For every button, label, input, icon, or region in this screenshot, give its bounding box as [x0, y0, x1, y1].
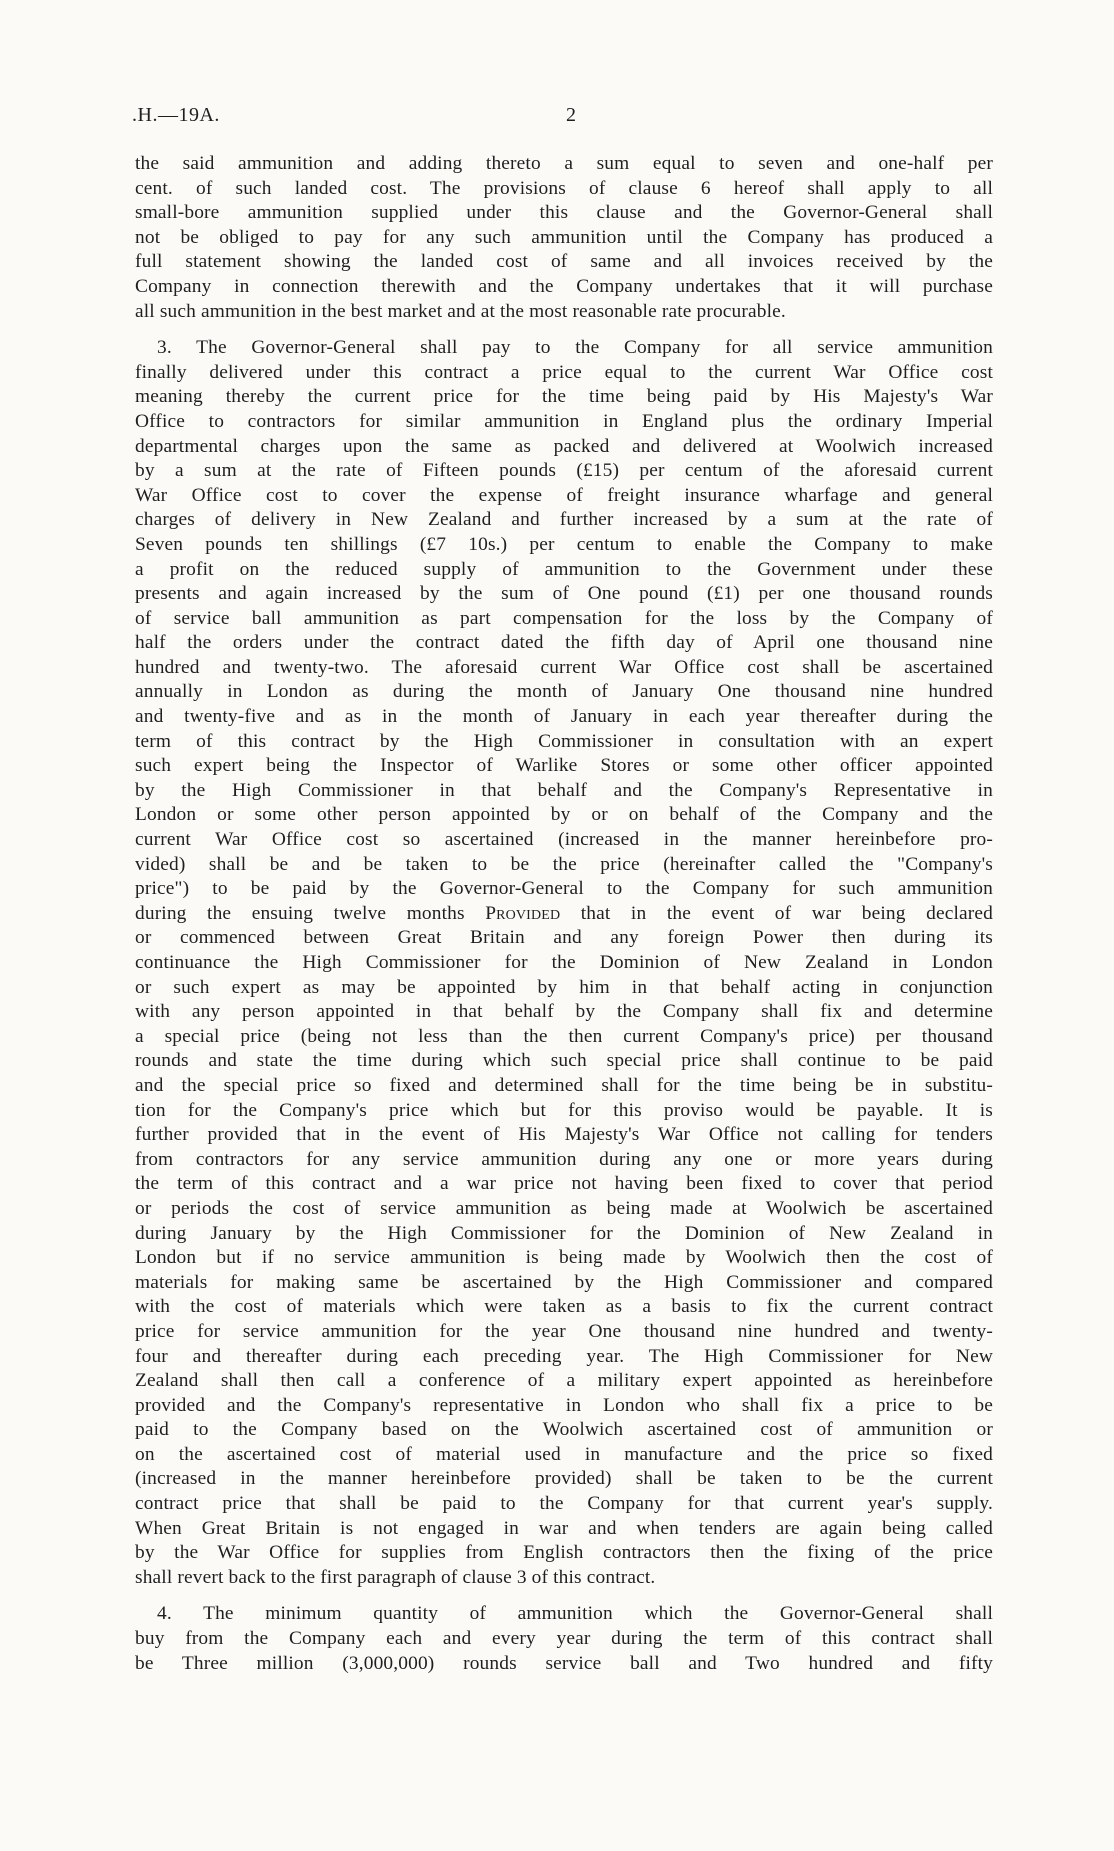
text-line: further provided that in the event of His Majesty's War Office not calling for tenders	[135, 1124, 993, 1146]
paragraph-1	[135, 152, 993, 324]
text-line: War Office cost to cover the expense of freight insurance wharfage and general	[135, 484, 993, 506]
text-line: charges of delivery in New Zealand and further increased by a sum at the rate of	[135, 509, 993, 531]
text-line: a profit on the reduced supply of ammunition to the Government under these	[135, 558, 993, 580]
paragraph-3	[135, 1602, 993, 1676]
text-line: Seven pounds ten shillings (£7 10s.) per centum to enable the Company to make	[135, 533, 993, 555]
text-line: the term of this contract and a war price not having been fixed to cover that period	[135, 1173, 993, 1195]
page-number: 2	[566, 104, 576, 126]
text-line: Office to contractors for similar ammunition in England plus the ordinary Imperial	[135, 410, 993, 432]
text-line: continuance the High Commissioner for the Dominion of New Zealand in London	[135, 952, 993, 973]
text-line: cent. of such landed cost. The provisions of clause 6 hereof shall apply to all	[135, 177, 993, 199]
paragraph-list	[135, 152, 993, 1676]
text-line: or commenced between Great Britain and any foreign Power then during its	[135, 927, 993, 949]
text-line: hundred and twenty-two. The aforesaid current War Office cost shall be ascertained	[135, 656, 993, 678]
paragraph-2	[135, 336, 993, 1590]
text-line: of service ball ammunition as part compensation for the loss by the Company of	[135, 607, 993, 629]
text-line: from contractors for any service ammunition during any one or more years during	[135, 1148, 993, 1170]
text-line: term of this contract by the High Commissioner in consultation with an expert	[135, 730, 993, 752]
text-line: half the orders under the contract dated the fifth day of April one thousand nine	[135, 632, 993, 654]
text-line: with the cost of materials which were taken as a basis to fix the current contract	[135, 1296, 993, 1318]
text-line: annually in London as during the month of January One thousand nine hundred	[135, 681, 993, 703]
text-line: 3. The Governor-General shall pay to the Company for all service ammunition	[157, 337, 993, 359]
text-line: (increased in the manner hereinbefore provided) shall be taken to be the current	[135, 1468, 993, 1490]
text-line: full statement showing the landed cost of same and all invoices received by the	[135, 251, 993, 273]
text-line: materials for making same be ascertained by the High Commissioner and compared	[135, 1271, 993, 1293]
text-line: paid to the Company based on the Woolwich ascertained cost of ammunition or	[135, 1419, 993, 1441]
text-line: during the ensuing twelve months Provided that in the event of war being declared	[135, 902, 993, 924]
text-line: a special price (being not less than the then current Company's price) per thousand	[135, 1025, 993, 1047]
text-line: tion for the Company's price which but for this proviso would be payable. It is	[135, 1099, 993, 1121]
text-line: presents and again increased by the sum of One pound (£1) per one thousand rounds	[135, 583, 993, 605]
text-line: meaning thereby the current price for the time being paid by His Majesty's War	[135, 386, 993, 408]
text-line: 4. The minimum quantity of ammunition which the Governor-General shall	[157, 1603, 993, 1625]
text-line: with any person appointed in that behalf by the Company shall fix and determine	[135, 1001, 993, 1023]
text-line: and the special price so fixed and determined shall for the time being be in substitu-	[135, 1074, 993, 1096]
text-line: and twenty-five and as in the month of January in each year thereafter during the	[135, 706, 993, 728]
document-reference: .H.—19A.	[132, 104, 220, 126]
text-line: rounds and state the time during which such special price shall continue to be paid	[135, 1050, 993, 1072]
text-line: by a sum at the rate of Fifteen pounds (£15) per centum of the aforesaid current	[135, 460, 993, 482]
text-line: vided) shall be and be taken to be the price (hereinafter called the "Company's	[135, 853, 993, 875]
text-line: by the High Commissioner in that behalf and the Company's Representative in	[135, 779, 993, 801]
text-line: Company in connection therewith and the Company undertakes that it will purchase	[135, 275, 993, 297]
text-line: or periods the cost of service ammunition as being made at Woolwich be ascertained	[135, 1197, 993, 1219]
text-line: departmental charges upon the same as packed and delivered at Woolwich increased	[135, 435, 993, 457]
text-line: Zealand shall then call a conference of a military expert appointed as hereinbefore	[135, 1370, 993, 1392]
text-line: the said ammunition and adding thereto a sum equal to seven and one-half per	[135, 153, 993, 174]
document-body	[135, 152, 993, 1688]
text-line: London but if no service ammunition is being made by Woolwich then the cost of	[135, 1247, 993, 1269]
text-line: during January by the High Commissioner for the Dominion of New Zealand in	[135, 1222, 993, 1244]
text-line: finally delivered under this contract a price equal to the current War Office cost	[135, 361, 993, 383]
text-line: provided and the Company's representative in London who shall fix a price to be	[135, 1394, 993, 1416]
text-line: contract price that shall be paid to the Company for that current year's supply.	[135, 1493, 993, 1515]
text-line: price") to be paid by the Governor-General to the Company for such ammunition	[135, 878, 993, 900]
text-line: all such ammunition in the best market and at the most reasonable rate procurable.	[135, 300, 786, 322]
text-line: current War Office cost so ascertained (increased in the manner hereinbefore pro-	[135, 829, 993, 851]
text-line: four and thereafter during each preceding year. The High Commissioner for New	[135, 1345, 993, 1367]
text-line: buy from the Company each and every year during the term of this contract shall	[135, 1628, 993, 1650]
text-line: not be obliged to pay for any such ammunition until the Company has produced a	[135, 226, 993, 248]
text-line: shall revert back to the first paragraph of clause 3 of this contract.	[135, 1566, 656, 1588]
text-line: London or some other person appointed by or on behalf of the Company and the	[135, 804, 993, 826]
text-line: such expert being the Inspector of Warlike Stores or some other officer appointed	[135, 755, 993, 777]
text-line: When Great Britain is not engaged in war and when tenders are again being called	[135, 1517, 993, 1539]
text-line: on the ascertained cost of material used in manufacture and the price so fixed	[135, 1443, 993, 1465]
text-line: be Three million (3,000,000) rounds service ball and Two hundred and fifty	[135, 1652, 993, 1674]
text-line: or such expert as may be appointed by him in that behalf acting in conjunction	[135, 976, 993, 998]
text-line: small-bore ammunition supplied under this clause and the Governor-General shall	[135, 202, 993, 224]
text-line: price for service ammunition for the year One thousand nine hundred and twenty-	[135, 1320, 993, 1342]
page-header	[132, 104, 994, 134]
text-line: by the War Office for supplies from English contractors then the fixing of the price	[135, 1542, 993, 1564]
